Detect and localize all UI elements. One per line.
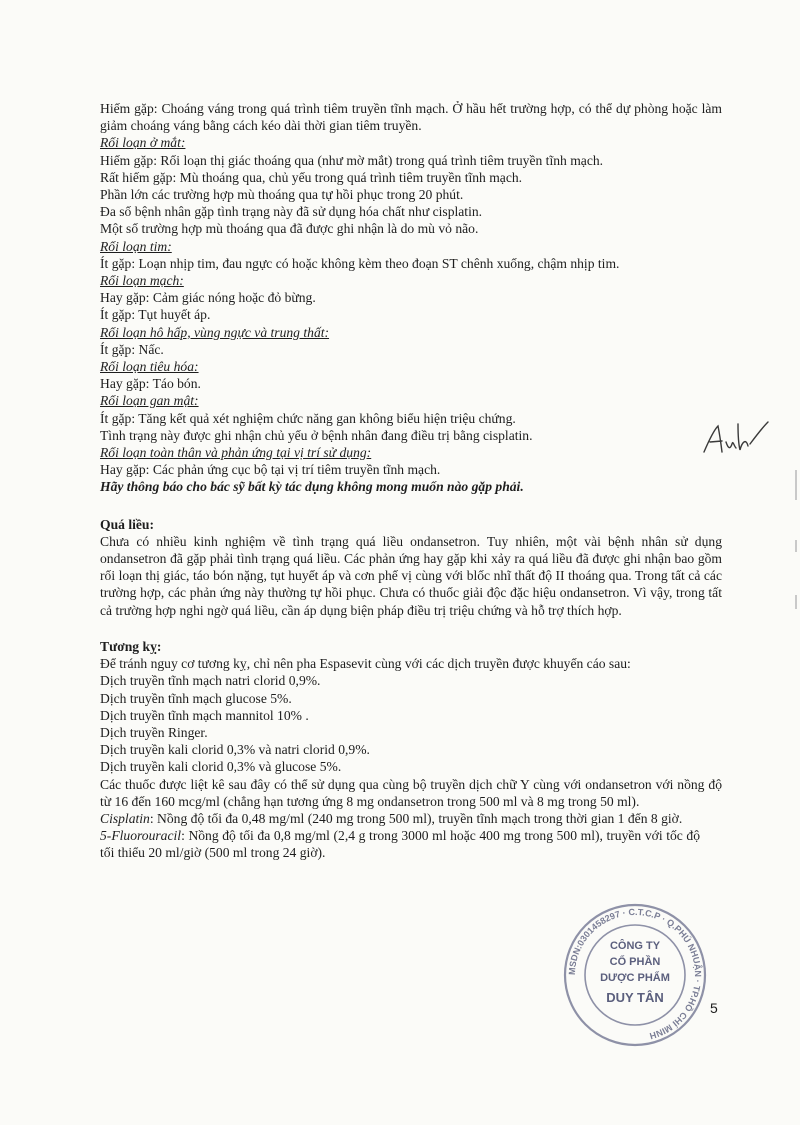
liver-line-1: Ít gặp: Tăng kết quả xét nghiệm chức năng gan không biểu hiện triệu chứng. xyxy=(100,410,516,426)
seal-line-1: CÔNG TY xyxy=(609,940,661,952)
handwritten-signature xyxy=(700,418,770,458)
scan-edge-mark xyxy=(795,595,797,609)
gi-line-1: Hay gặp: Táo bón. xyxy=(100,376,201,392)
eye-line-4: Đa số bệnh nhân gặp tình trạng này đã sử dụng hóa chất như cisplatin. xyxy=(100,204,483,220)
general-line-1: Hay gặp: Các phản ứng cục bộ tại vị trí tiêm truyền tĩnh mạch. xyxy=(100,462,441,478)
respiratory-line-1: Ít gặp: Nấc. xyxy=(100,341,164,357)
fluid-item: Dịch truyền kali clorid 0,3% và glucose 5%. xyxy=(100,759,342,775)
vascular-disorders-heading: Rối loạn mạch: xyxy=(100,273,184,289)
fluid-item: Dịch truyền Ringer. xyxy=(100,724,208,740)
fluorouracil-paragraph xyxy=(100,827,700,861)
fluorouracil-name: 5-Fluorouracil xyxy=(100,828,182,844)
fluid-item: Dịch truyền tĩnh mạch natri clorid 0,9%. xyxy=(100,673,321,689)
eye-line-2: Rất hiếm gặp: Mù thoáng qua, chủ yếu trong quá trình tiêm truyền tĩnh mạch. xyxy=(100,169,523,185)
spacer xyxy=(100,619,722,638)
fluorouracil-text: : Nồng độ tối đa 0,8 mg/ml (2,4 g trong 3000 ml hoặc 400 mg trong 500 ml), truyền với tốc độ tối thiểu 20 ml/giờ (500 ml trong 24 giờ). xyxy=(100,828,700,861)
general-disorders-heading: Rối loạn toàn thân và phản ứng tại vị trí sử dụng: xyxy=(100,445,372,461)
vascular-line-2: Ít gặp: Tụt huyết áp. xyxy=(100,307,211,323)
company-seal xyxy=(560,900,710,1050)
eye-line-3: Phần lớn các trường hợp mù thoáng qua tự hồi phục trong 20 phút. xyxy=(100,187,464,203)
incompatibility-intro: Để tránh nguy cơ tương kỵ, chỉ nên pha Espasevit cùng với các dịch truyền được khuyến cáo sau: xyxy=(100,656,631,672)
incompatibility-title: Tương kỵ: xyxy=(100,638,162,654)
respiratory-disorders-heading: Rối loạn hô hấp, vùng ngực và trung thất: xyxy=(100,324,330,340)
report-notice: Hãy thông báo cho bác sỹ bất kỳ tác dụng không mong muốn nào gặp phải. xyxy=(100,479,524,495)
dizziness-paragraph: Hiếm gặp: Choáng váng trong quá trình tiêm truyền tĩnh mạch. Ở hầu hết trường hợp, có thể dự phòng hoặc làm giảm choáng váng bằng cách kéo dài thời gian tiêm truyền. xyxy=(100,101,722,134)
cisplatin-name: Cisplatin xyxy=(100,810,150,826)
overdose-paragraph: Chưa có nhiều kinh nghiệm về tình trạng quá liều ondansetron. Tuy nhiên, một vài bệnh nhân sử dụng ondansetron đã gặp phải tình trạng quá liều. Các phản ứng hay gặp khi xảy ra quá liều đã được ghi nhận bao gồm rối loạn thị giác, táo bón nặng, tụt huyết áp và cơn phế vị cùng với blốc nhĩ thất độ II thoáng qua. Trong tất cả các trường hợp, các phản ứng này thường tự hồi phục. Chưa có thuốc giải độc đặc hiệu ondansetron. Vì vậy, trong tất cả trường hợp nghi ngờ quá liều, cần áp dụng biện pháp điều trị triệu chứng và hỗ trợ thích hợp. xyxy=(100,533,722,618)
liver-line-2: Tình trạng này được ghi nhận chủ yếu ở bệnh nhân đang điều trị bằng cisplatin. xyxy=(100,427,533,443)
cisplatin-paragraph xyxy=(100,810,722,827)
page-number: 5 xyxy=(710,1000,718,1016)
scan-edge-mark xyxy=(795,470,797,500)
seal-line-4: DUY TÂN xyxy=(606,990,664,1005)
heart-line-1: Ít gặp: Loạn nhịp tim, đau ngực có hoặc không kèm theo đoạn ST chênh xuống, chậm nhịp tim. xyxy=(100,255,620,271)
overdose-title: Quá liều: xyxy=(100,516,155,532)
scan-edge-mark xyxy=(795,540,797,552)
fluid-item: Dịch truyền tĩnh mạch mannitol 10% . xyxy=(100,707,309,723)
fluid-item: Dịch truyền tĩnh mạch glucose 5%. xyxy=(100,690,292,706)
spacer xyxy=(100,496,722,516)
cisplatin-text: : Nồng độ tối đa 0,48 mg/ml (240 mg trong 500 ml), truyền tĩnh mạch trong thời gian 1 đến 8 giờ. xyxy=(149,810,683,826)
heart-disorders-heading: Rối loạn tim: xyxy=(100,238,172,254)
eye-line-1: Hiếm gặp: Rối loạn thị giác thoáng qua (như mờ mắt) trong quá trình tiêm truyền tĩnh mạch. xyxy=(100,152,604,168)
vascular-line-1: Hay gặp: Cảm giác nóng hoặc đỏ bừng. xyxy=(100,290,316,306)
seal-line-3: DƯỢC PHẨM xyxy=(600,972,670,984)
document-body xyxy=(100,100,722,862)
eye-disorders-heading: Rối loạn ở mắt: xyxy=(100,135,186,151)
gi-disorders-heading: Rối loạn tiêu hóa: xyxy=(100,359,199,375)
eye-line-5: Một số trường hợp mù thoáng qua đã được ghi nhận là do mù vỏ não. xyxy=(100,221,479,237)
liver-disorders-heading: Rối loạn gan mật: xyxy=(100,393,199,409)
y-site-paragraph: Các thuốc được liệt kê sau đây có thể sử dụng qua cùng bộ truyền dịch chữ Y cùng với ondansetron với nồng độ từ 16 đến 160 mcg/ml (chẳng hạn tương ứng 8 mg ondansetron trong 500 ml và 8 mg trong 50 ml). xyxy=(100,776,722,809)
fluid-item: Dịch truyền kali clorid 0,3% và natri clorid 0,9%. xyxy=(100,742,370,758)
seal-ring-text: MSDN:0301458297 · C.T.C.P · Q.PHÚ NHUẬN · TP.HỒ CHÍ MINH xyxy=(566,906,704,1042)
seal-line-2: CỔ PHẦN xyxy=(609,956,661,968)
